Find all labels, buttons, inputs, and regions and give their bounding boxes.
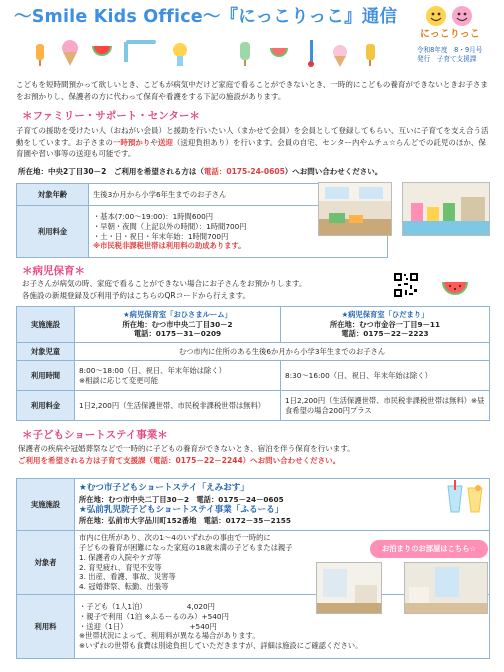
stay-room-photo-2 — [404, 562, 488, 614]
ohisama-hours: 8:00～18:00（日、祝日、年末年始は除く） ※相談に応じて変更可能 — [75, 361, 281, 391]
center-room-photo — [318, 182, 392, 236]
target-age-label: 対象年齢 — [17, 184, 89, 206]
short-target-label: 対象者 — [17, 531, 75, 595]
sick-child-care-title: ＊病児保育＊ — [22, 265, 85, 277]
ohisama-fee: 1日2,200円（生活保護世帯、市民税非課税世帯は無料） — [75, 391, 281, 421]
header — [0, 0, 504, 78]
logo-text: にっこりっこ — [420, 29, 480, 40]
family-fee-label: 利用料金 — [17, 206, 89, 258]
sick-child-care-table — [16, 306, 490, 421]
short-fee-list: ・子ども（1人1泊） 4,020円 ・親子で利用（1泊 ※ふるーるのみ）+540円 ・送迎（1日） +540円 ※世帯状況によって、利用料が異なる場合があります。 ※いずれの世帯も食費は別途負担していただきますが、詳細は施設にご確認ください。 — [75, 595, 490, 659]
play-room-photo — [402, 182, 490, 236]
qr-code-icon[interactable] — [393, 272, 419, 298]
family-support-title: ＊ファミリー・サポート・センター＊ — [22, 110, 200, 122]
sick-target-label: 対象児童 — [17, 343, 75, 361]
short-facility-label: 実施施設 — [17, 479, 75, 531]
issue-info — [417, 46, 482, 64]
room-callout-bubble: お泊まりのお部屋はこちら☆ — [370, 540, 488, 558]
sick-target-value: むつ市内に住所のある生後6か月から小学3年生までのお子さん — [75, 343, 490, 361]
stay-room-photo-1 — [316, 562, 382, 614]
short-fee-label: 利用料 — [17, 595, 75, 659]
short-stay-title: ＊子どもショートステイ事業＊ — [22, 429, 168, 441]
intro-text: こどもを短時間預かって欲しいとき、こどもが病気中だけど家庭で看ることができないとき、一時的にこどもの養育ができないときお子さまをお預かりし、保護者の方に代わって保育や看護をする下記の施設があります。 — [16, 80, 488, 101]
sick-fee-label: 利用料金 — [17, 391, 75, 421]
hidamari-hours: 8:30～16:00（日、祝日、年末年始は除く） — [281, 361, 490, 391]
short-target-list: 市内に住所があり、次の1～4のいずれかの事由で一時的に 子どもの養育が困難になった家庭の18歳未満の子どもまたは親子 1. 保護者の入院やケガ等 2. 育児疲れ、育児不安等 3. 出産、看護、事故、災害等 4. 冠婚葬祭、転勤、出張等 — [75, 531, 490, 595]
facility-ohisama: ★病児保育室「おひさまルーム」 所在地：むつ市中央二丁目30－2 電話：0175－31－0209 — [75, 307, 281, 343]
newsletter-title: ～Smile Kids Office～『にっこりっこ』通信 — [14, 7, 398, 27]
facility-hidamari: ★病児保育室「ひだまり」 所在地：むつ市金谷一丁目9－11 電話：0175－22－2223 — [281, 307, 490, 343]
issue-date: 令和8年度 8・9月号 — [417, 46, 483, 54]
family-fee-list: ・基本(7:00～19:00)：1時間600円 ・早朝・夜間（上記以外の時間）：1時間700円 ・土・日・祝日・年末年始：1時間700円 ※市民税非課税世帯は利用料の助成あります。 — [89, 206, 388, 258]
watermelon-icon — [440, 278, 470, 300]
sick-child-care-description: お子さんが病気の時、家庭で看ることができない場合にお子さんをお預かりします。 各施設の新規登録及び利用予約はこちらのQRコードから行えます。 — [22, 279, 307, 300]
summer-decoration-illustration — [30, 30, 390, 70]
sick-hours-label: 利用時間 — [17, 361, 75, 391]
hidamari-fee: 1日2,200円（生活保護世帯、市民税非課税世帯は無料）※昼食希望の場合200円プラス — [281, 391, 490, 421]
publisher: 発行 子育て支援課 — [417, 54, 477, 63]
family-support-contact: 所在地：中央2丁目30－2 ご利用を希望される方は（電話：0175-24-0605）へお問い合わせください。 — [18, 167, 383, 176]
short-stay-description: 保護者の疾病や冠婚葬祭などで一時的に子どもの養育ができないとき、宿泊を伴う保育を行います。 ご利用を希望される方は子育て支援課（電話：0175－22－2244）へお問い合わせください。 — [18, 444, 355, 465]
sick-facility-label: 実施施設 — [17, 307, 75, 343]
short-facility-list: ★むつ市子どもショートステイ「えみおす」 所在地：むつ市中央二丁目30－2 電話：0175－24－0605 ★弘前乳児院子どもショートステイ事業「ふるーる」 所在地：弘前市大字品川町152番地 電話：0172－35－2155 — [75, 479, 490, 531]
family-support-description: 子育ての援助を受けたい人（おねがい会員）と援助を行いたい人（まかせて会員）を会員として登録してもらい、互いに子育てを支え合う活動をしています。お子さまの一時預かりや送迎（送迎負担あり）を行います。会員の自宅、センター内やムチュ☆らんどでの託児のほか、保育園や習い事等の送迎も可能です。 — [16, 126, 489, 159]
target-age-value: 生後3か月から小学6年生までのお子さん — [89, 184, 388, 206]
